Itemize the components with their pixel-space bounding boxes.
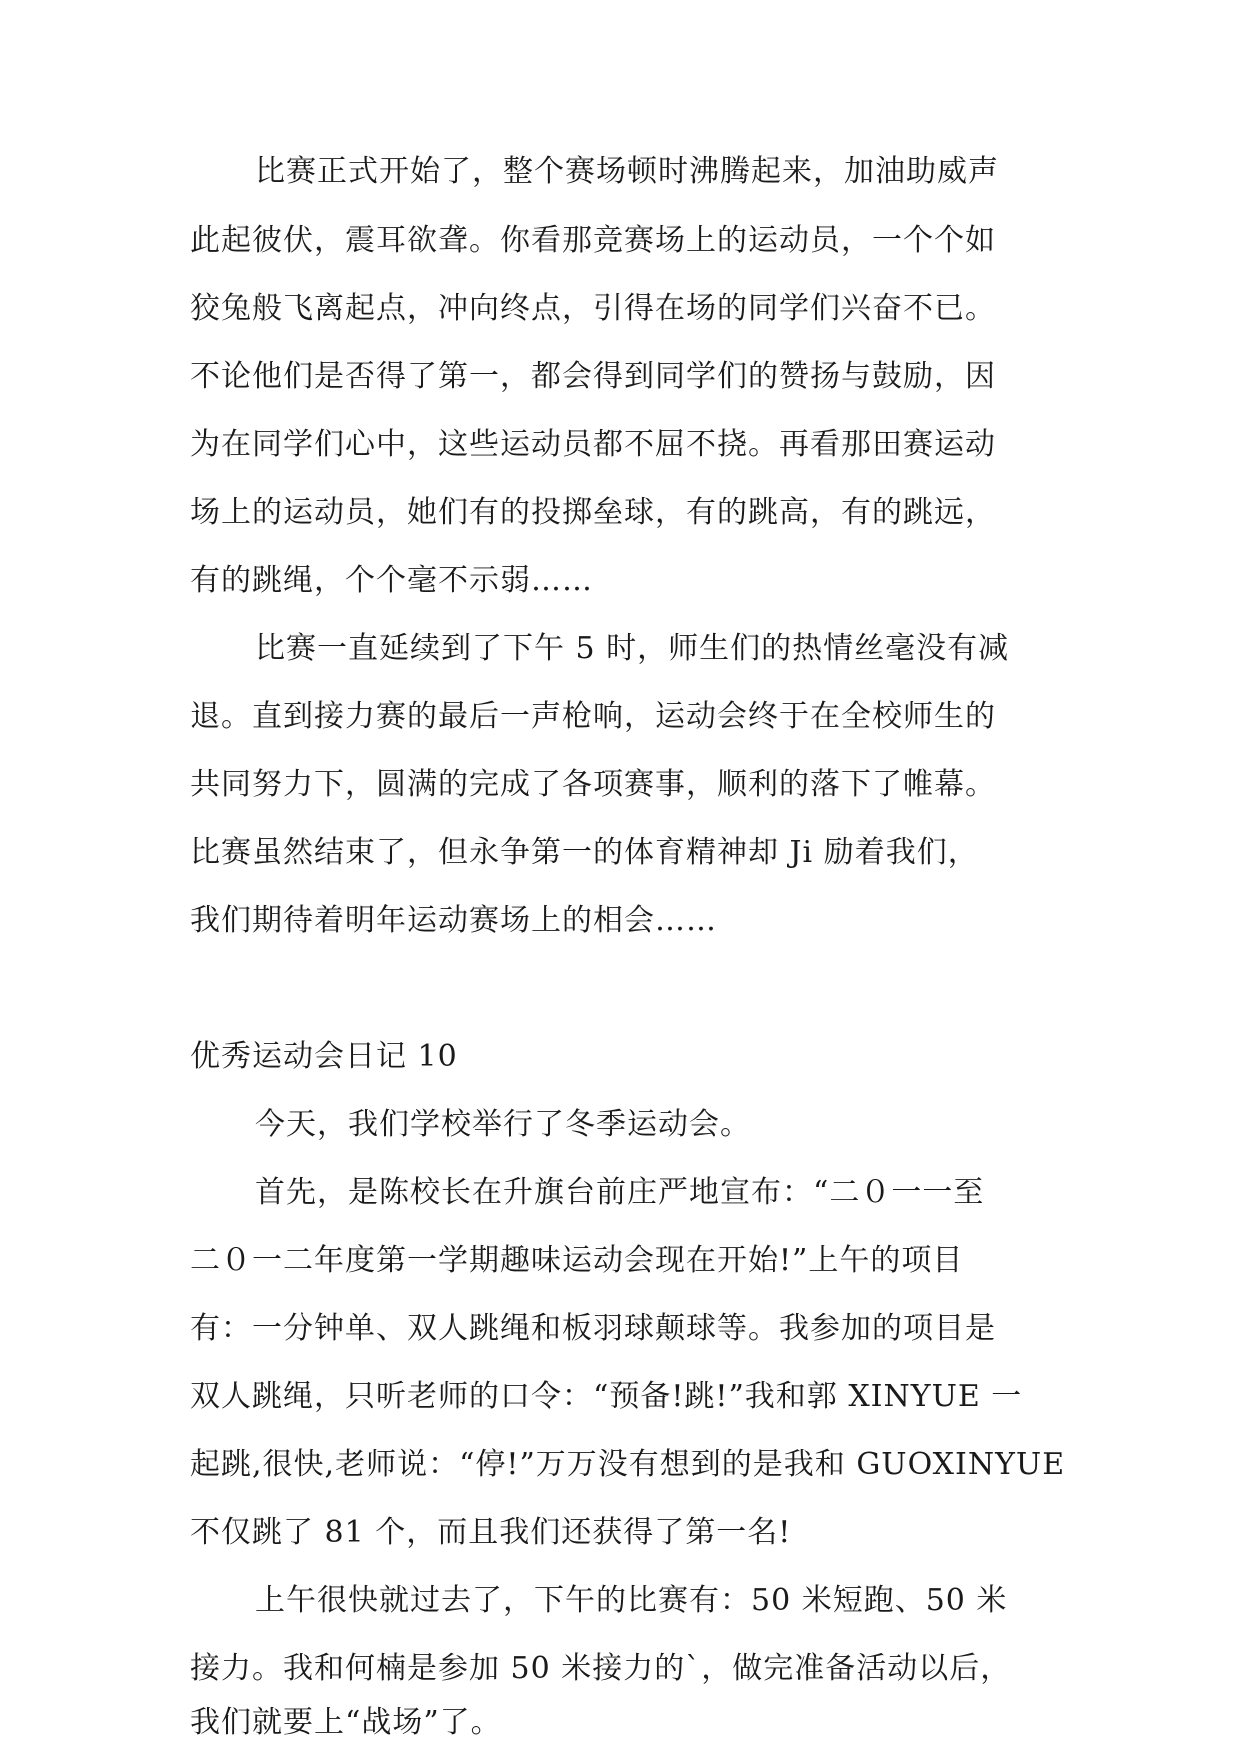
paragraph-4-line-4: 双人跳绳，只听老师的口令：“预备!跳!”我和郭 XINYUE 一 [190,1379,1023,1414]
paragraph-3-line-1: 今天，我们学校举行了冬季运动会。 [255,1107,751,1142]
paragraph-5-line-2: 接力。我和何楠是参加 50 米接力的`，做完准备活动以后， [190,1651,1012,1686]
paragraph-2-line-5: 我们期待着明年运动赛场上的相会…… [190,903,717,938]
paragraph-1-line-1: 比赛正式开始了，整个赛场顿时沸腾起来，加油助威声 [255,154,999,189]
paragraph-1-line-5: 为在同学们心中，这些运动员都不屈不挠。再看那田赛运动 [190,427,996,462]
paragraph-4-line-3: 有：一分钟单、双人跳绳和板羽球颠球等。我参加的项目是 [190,1311,996,1346]
paragraph-1-line-3: 狡兔般飞离起点，冲向终点，引得在场的同学们兴奋不已。 [190,291,996,326]
paragraph-1-line-6: 场上的运动员，她们有的投掷垒球，有的跳高，有的跳远， [190,495,996,530]
paragraph-4-line-1: 首先，是陈校长在升旗台前庄严地宣布：“二０一一至 [255,1175,985,1210]
paragraph-2-line-2: 退。直到接力赛的最后一声枪响，运动会终于在全校师生的 [190,699,996,734]
paragraph-1-line-4: 不论他们是否得了第一，都会得到同学们的赞扬与鼓励，因 [190,359,996,394]
paragraph-1-line-7: 有的跳绳，个个毫不示弱…… [190,563,593,598]
paragraph-1-line-2: 此起彼伏，震耳欲聋。你看那竞赛场上的运动员，一个个如 [190,223,996,258]
paragraph-2-line-4: 比赛虽然结束了，但永争第一的体育精神却 Ji 励着我们， [190,835,979,870]
paragraph-4-line-6: 不仅跳了 81 个，而且我们还获得了第一名! [190,1515,792,1550]
paragraph-4-line-2: 二０一二年度第一学期趣味运动会现在开始!”上午的项目 [190,1243,964,1278]
paragraph-5-line-3: 我们就要上“战场”了。 [190,1705,502,1740]
paragraph-2-line-3: 共同努力下，圆满的完成了各项赛事，顺利的落下了帷幕。 [190,767,996,802]
paragraph-4-line-5: 起跳,很快,老师说：“停!”万万没有想到的是我和 GUOXINYUE [190,1447,1066,1482]
section-title: 优秀运动会日记 10 [190,1039,458,1074]
paragraph-2-line-1: 比赛一直延续到了下午 5 时，师生们的热情丝毫没有减 [255,631,1010,666]
paragraph-5-line-1: 上午很快就过去了，下午的比赛有：50 米短跑、50 米 [255,1583,1008,1618]
